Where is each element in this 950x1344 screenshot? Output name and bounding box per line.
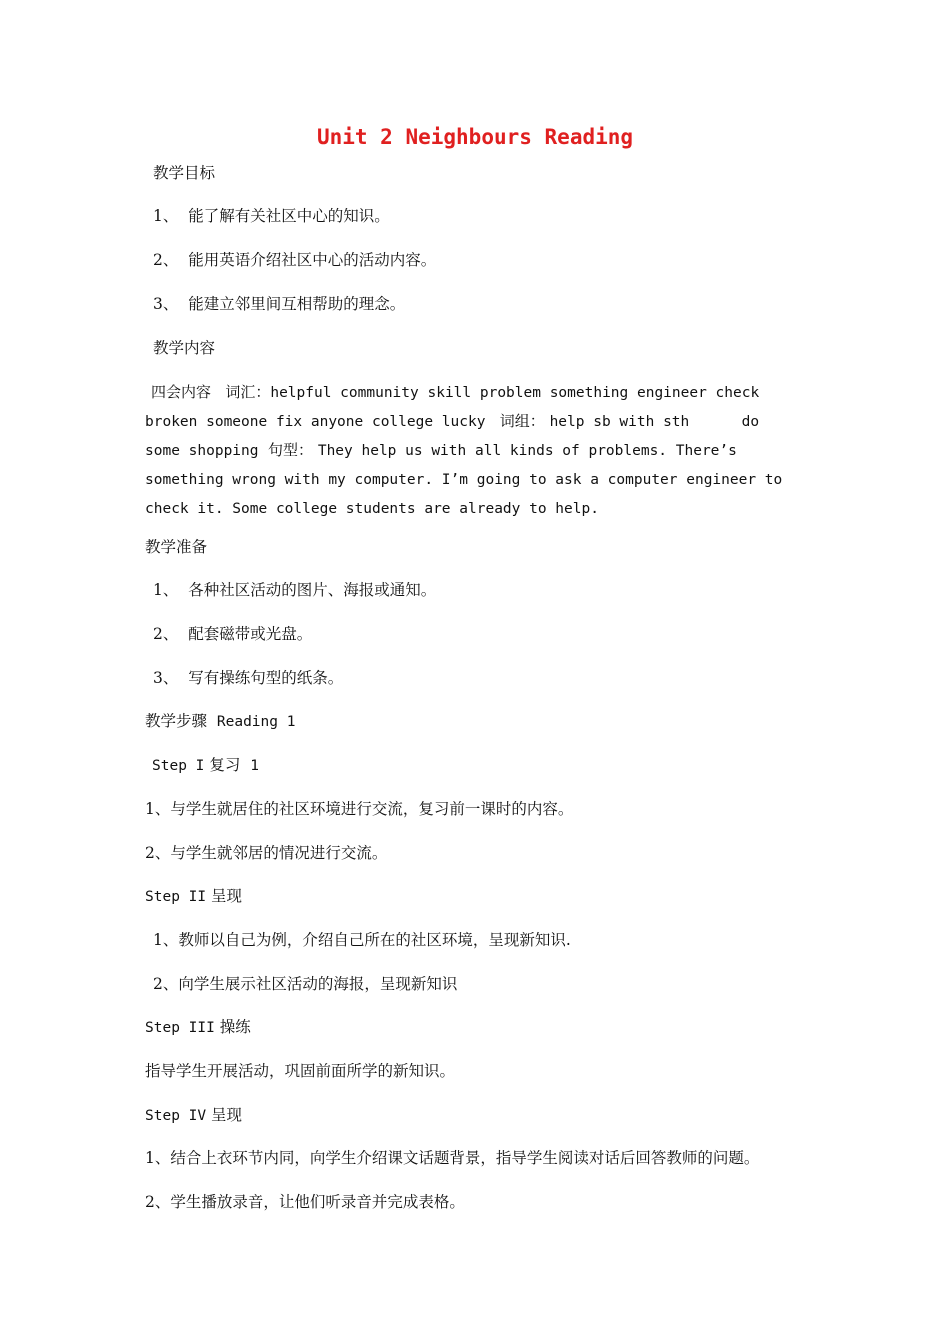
prep-text: 各种社区活动的图片、海报或通知。 bbox=[188, 581, 437, 599]
objective-number: 3、 bbox=[153, 295, 179, 313]
step1-num: 1 bbox=[250, 758, 259, 774]
prep-item bbox=[153, 667, 343, 689]
step4-item: 1、结合上衣环节内同，向学生介绍课文话题背景，指导学生阅读对话后回答教师的问题。 bbox=[145, 1149, 760, 1167]
vocab-list: helpful community skill problem something engineer check broken someone fix anyone college lucky bbox=[145, 385, 760, 430]
step4-heading bbox=[145, 1104, 242, 1127]
objective-text: 能了解有关社区中心的知识。 bbox=[188, 207, 390, 225]
content-lead: 四会内容 bbox=[151, 383, 212, 401]
step1-label: Step I bbox=[152, 758, 205, 774]
objective-item bbox=[153, 249, 436, 271]
step4-item: 2、学生播放录音，让他们听录音并完成表格。 bbox=[145, 1193, 465, 1211]
steps-sub: Reading 1 bbox=[216, 714, 296, 730]
pattern-label: 句型： bbox=[268, 441, 314, 459]
objectives-heading: 教学目标 bbox=[153, 164, 216, 182]
objective-number: 2、 bbox=[153, 251, 179, 269]
prep-number: 1、 bbox=[153, 581, 179, 599]
objective-text: 能用英语介绍社区中心的活动内容。 bbox=[188, 251, 437, 269]
content-heading: 教学内容 bbox=[153, 339, 216, 357]
step3-heading bbox=[145, 1016, 251, 1039]
prep-number: 3、 bbox=[153, 669, 179, 687]
step3-item: 指导学生开展活动，巩固前面所学的新知识。 bbox=[145, 1062, 456, 1080]
steps-heading bbox=[145, 710, 295, 733]
content-paragraph bbox=[145, 378, 785, 523]
step3-label: Step III bbox=[145, 1020, 215, 1036]
prep-text: 写有操练句型的纸条。 bbox=[188, 669, 344, 687]
step1-item: 1、与学生就居住的社区环境进行交流，复习前一课时的内容。 bbox=[145, 800, 574, 818]
step2-item: 1、教师以自己为例，介绍自己所在的社区环境，呈现新知识. bbox=[153, 931, 571, 949]
prep-item bbox=[153, 623, 312, 645]
step4-name: 呈现 bbox=[211, 1106, 243, 1124]
prep-item bbox=[153, 579, 436, 601]
steps-heading-label: 教学步骤 bbox=[145, 712, 208, 730]
step2-item: 2、向学生展示社区活动的海报，呈现新知识 bbox=[153, 975, 458, 993]
objective-item bbox=[153, 205, 390, 227]
objective-text: 能建立邻里间互相帮助的理念。 bbox=[188, 295, 406, 313]
step1-name: 复习 bbox=[209, 756, 241, 774]
step1-item: 2、与学生就邻居的情况进行交流。 bbox=[145, 844, 388, 862]
prep-number: 2、 bbox=[153, 625, 179, 643]
pattern-list: They help us with all kinds of problems. There’s something wrong with my computer. I’m going to ask a computer engineer to check it. Some college students are already to help. bbox=[145, 443, 783, 517]
prep-text: 配套磁带或光盘。 bbox=[188, 625, 313, 643]
step3-name: 操练 bbox=[219, 1018, 251, 1036]
step2-label: Step II bbox=[145, 889, 207, 905]
step2-heading bbox=[145, 885, 242, 908]
vocab-label: 词汇： bbox=[225, 383, 271, 401]
step1-heading bbox=[152, 754, 259, 777]
document-title: Unit 2 Neighbours Reading bbox=[316, 125, 634, 149]
step2-name: 呈现 bbox=[211, 887, 243, 905]
objective-number: 1、 bbox=[153, 207, 179, 225]
prep-heading: 教学准备 bbox=[145, 538, 208, 556]
objective-item bbox=[153, 293, 405, 315]
phrase-list: help sb with sth do some shopping bbox=[145, 414, 768, 459]
phrase-label: 词组： bbox=[499, 412, 545, 430]
step4-label: Step IV bbox=[145, 1108, 207, 1124]
